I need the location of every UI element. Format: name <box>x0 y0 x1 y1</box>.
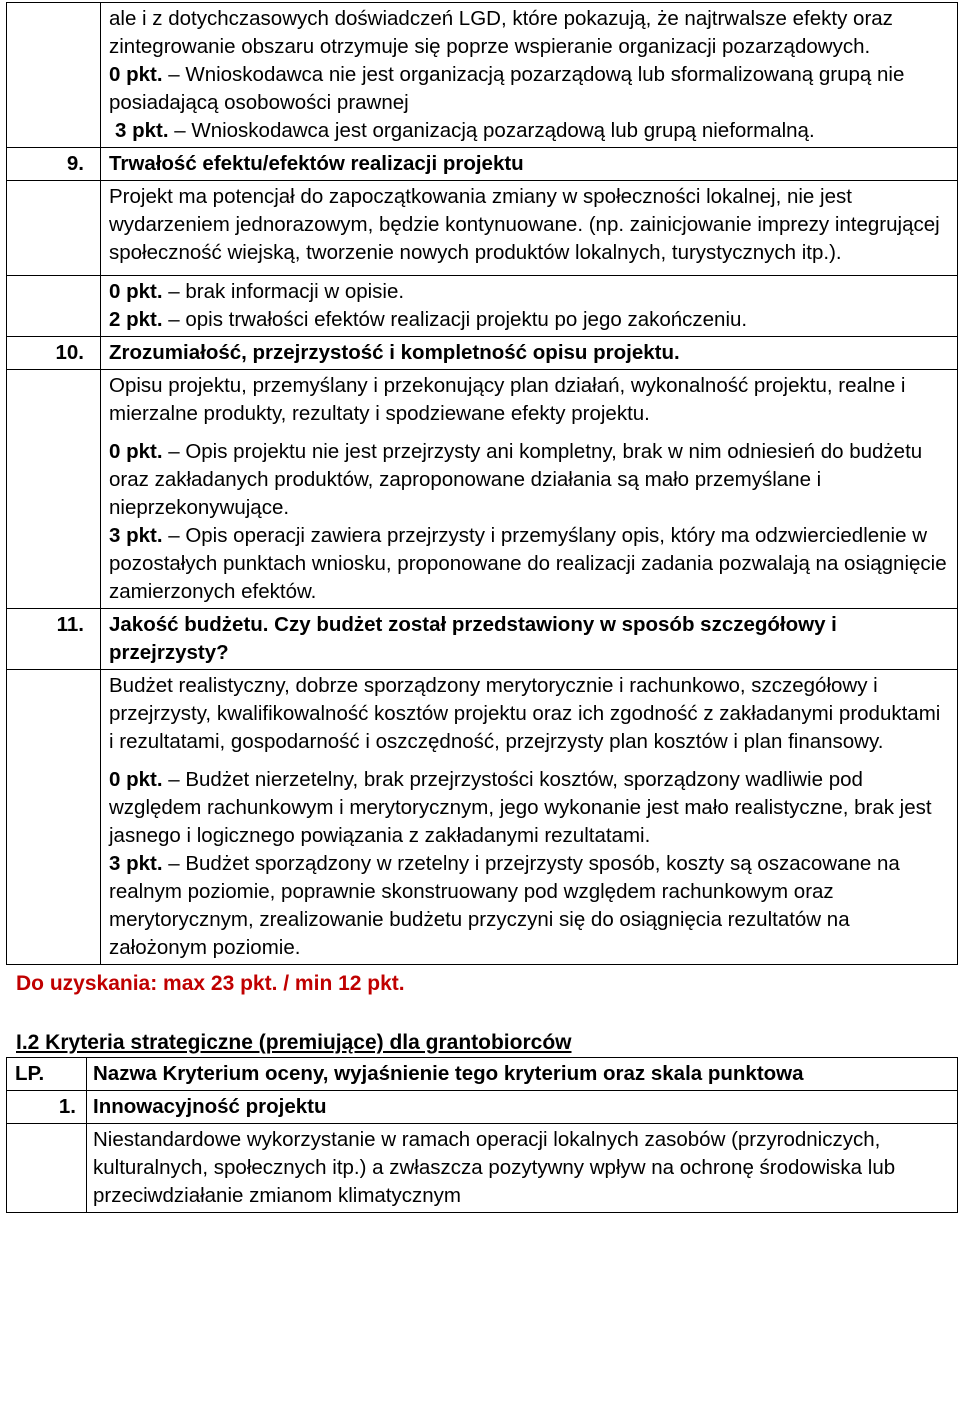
table-row <box>7 148 958 181</box>
criterion-description: Niestandardowe wykorzystanie w ramach operacji lokalnych zasobów (przyrodniczych, kulturalnych, społecznych itp.) a zwłaszcza pozytywny wpływ na ochronę środowiska lub przeciwdziałanie zmianom klimatycznym <box>87 1124 958 1213</box>
table-row <box>7 1091 958 1124</box>
criterion-description: Opisu projektu, przemyślany i przekonujący plan działań, wykonalność projektu, realne i mierzalne produkty, rezultaty i spodziewane efekty projektu. <box>109 374 906 425</box>
number-cell <box>7 276 101 337</box>
score-label: 3 pkt. <box>115 119 169 142</box>
score-label: 0 pkt. <box>109 768 163 791</box>
criterion-title: Trwałość efektu/efektów realizacji projektu <box>101 148 958 181</box>
table-row <box>7 1124 958 1213</box>
number-cell <box>7 670 101 965</box>
criterion-description: Projekt ma potencjał do zapoczątkowania zmiany w społeczności lokalnej, nie jest wydarzeniem jednorazowym, będzie kontynuowane. (np. zainicjowanie imprezy integrującej społeczność wiejską, tworzenie nowych produktów lokalnych, turystycznych itp.). <box>109 185 940 264</box>
criterion-number: 9. <box>7 148 101 181</box>
description-cell <box>101 3 958 148</box>
number-cell <box>7 1124 87 1213</box>
score-text: – Budżet nierzetelny, brak przejrzystości kosztów, sporządzony wadliwie pod względem rachunkowym i merytorycznym, jego wykonanie jest mało realistyczne, brak jest jasnego i logicznego powiązania z zakładanymi rezultatami. <box>109 768 932 847</box>
table-row <box>7 181 958 276</box>
criterion-title: Innowacyjność projektu <box>87 1091 958 1124</box>
score-text: – Opis operacji zawiera przejrzysty i przemyślany opis, który ma odzwierciedlenie w pozostałych punktach wniosku, proponowane do realizacji zadania pozwalają na osiągnięcie zamierzonych efektów. <box>109 524 947 603</box>
criterion-intro: ale i z dotychczasowych doświadczeń LGD, które pokazują, że najtrwalsze efekty oraz zintegrowanie obszaru otrzymuje się poprze wspieranie organizacji pozarządowych. <box>109 7 893 58</box>
table-row <box>7 3 958 148</box>
score-text: – Wnioskodawca jest organizacją pozarządową lub grupą nieformalną. <box>168 119 815 142</box>
criterion-title: Zrozumiałość, przejrzystość i kompletność opisu projektu. <box>101 337 958 370</box>
description-cell <box>101 670 958 965</box>
criterion-description: Budżet realistyczny, dobrze sporządzony merytorycznie i rachunkowo, szczegółowy i przejrzysty, kwalifikowalność kosztów projektu oraz ich zgodność z zakładanymi produktami i rezultatami, gospodarność i oszczędność, przejrzysty plan kosztów i plan finansowy. <box>109 674 941 753</box>
score-label: 0 pkt. <box>109 280 163 303</box>
criterion-number: 10. <box>7 337 101 370</box>
table-header-row <box>7 1058 958 1091</box>
score-label: 2 pkt. <box>109 308 163 331</box>
description-cell <box>101 370 958 609</box>
number-cell <box>7 3 101 148</box>
scoring-cell <box>101 276 958 337</box>
table-row <box>7 276 958 337</box>
score-text: – Opis projektu nie jest przejrzysty ani kompletny, brak w nim odniesień do budżetu oraz zakładanych produktów, zaproponowane działania są mało przemyślane i nieprzekonywujące. <box>109 440 923 519</box>
points-summary: Do uzyskania: max 23 pkt. / min 12 pkt. <box>16 972 405 995</box>
strategic-criteria-table <box>6 1057 958 1213</box>
section-heading: I.2 Kryteria strategiczne (premiujące) dla grantobiorców <box>16 1031 572 1054</box>
number-cell <box>7 370 101 609</box>
score-label: 0 pkt. <box>109 63 163 86</box>
score-text: – Budżet sporządzony w rzetelny i przejrzysty sposób, koszty są oszacowane na realnym poziomie, poprawnie skonstruowany pod względem rachunkowym oraz merytorycznym, zrealizowanie budżetu przyczyni się do osiągnięcia rezultatów na założonym poziomie. <box>109 852 900 959</box>
column-header-lp: LP. <box>7 1058 87 1091</box>
score-label: 0 pkt. <box>109 440 163 463</box>
description-cell <box>101 181 958 276</box>
criterion-number: 11. <box>7 609 101 670</box>
table-row <box>7 370 958 609</box>
score-label: 3 pkt. <box>109 852 163 875</box>
criterion-number: 1. <box>7 1091 87 1124</box>
score-label: 3 pkt. <box>109 524 163 547</box>
table-row <box>7 609 958 670</box>
table-row <box>7 337 958 370</box>
criteria-table <box>6 2 958 965</box>
score-text: – brak informacji w opisie. <box>162 280 405 303</box>
criterion-title: Jakość budżetu. Czy budżet został przedstawiony w sposób szczegółowy i przejrzysty? <box>101 609 958 670</box>
number-cell <box>7 181 101 276</box>
document-page <box>6 2 958 1213</box>
table-row <box>7 670 958 965</box>
score-text: – Wnioskodawca nie jest organizacją pozarządową lub sformalizowaną grupą nie posiadającą osobowości prawnej <box>109 63 905 114</box>
score-text: – opis trwałości efektów realizacji projektu po jego zakończeniu. <box>162 308 748 331</box>
column-header-name: Nazwa Kryterium oceny, wyjaśnienie tego kryterium oraz skala punktowa <box>87 1058 958 1091</box>
